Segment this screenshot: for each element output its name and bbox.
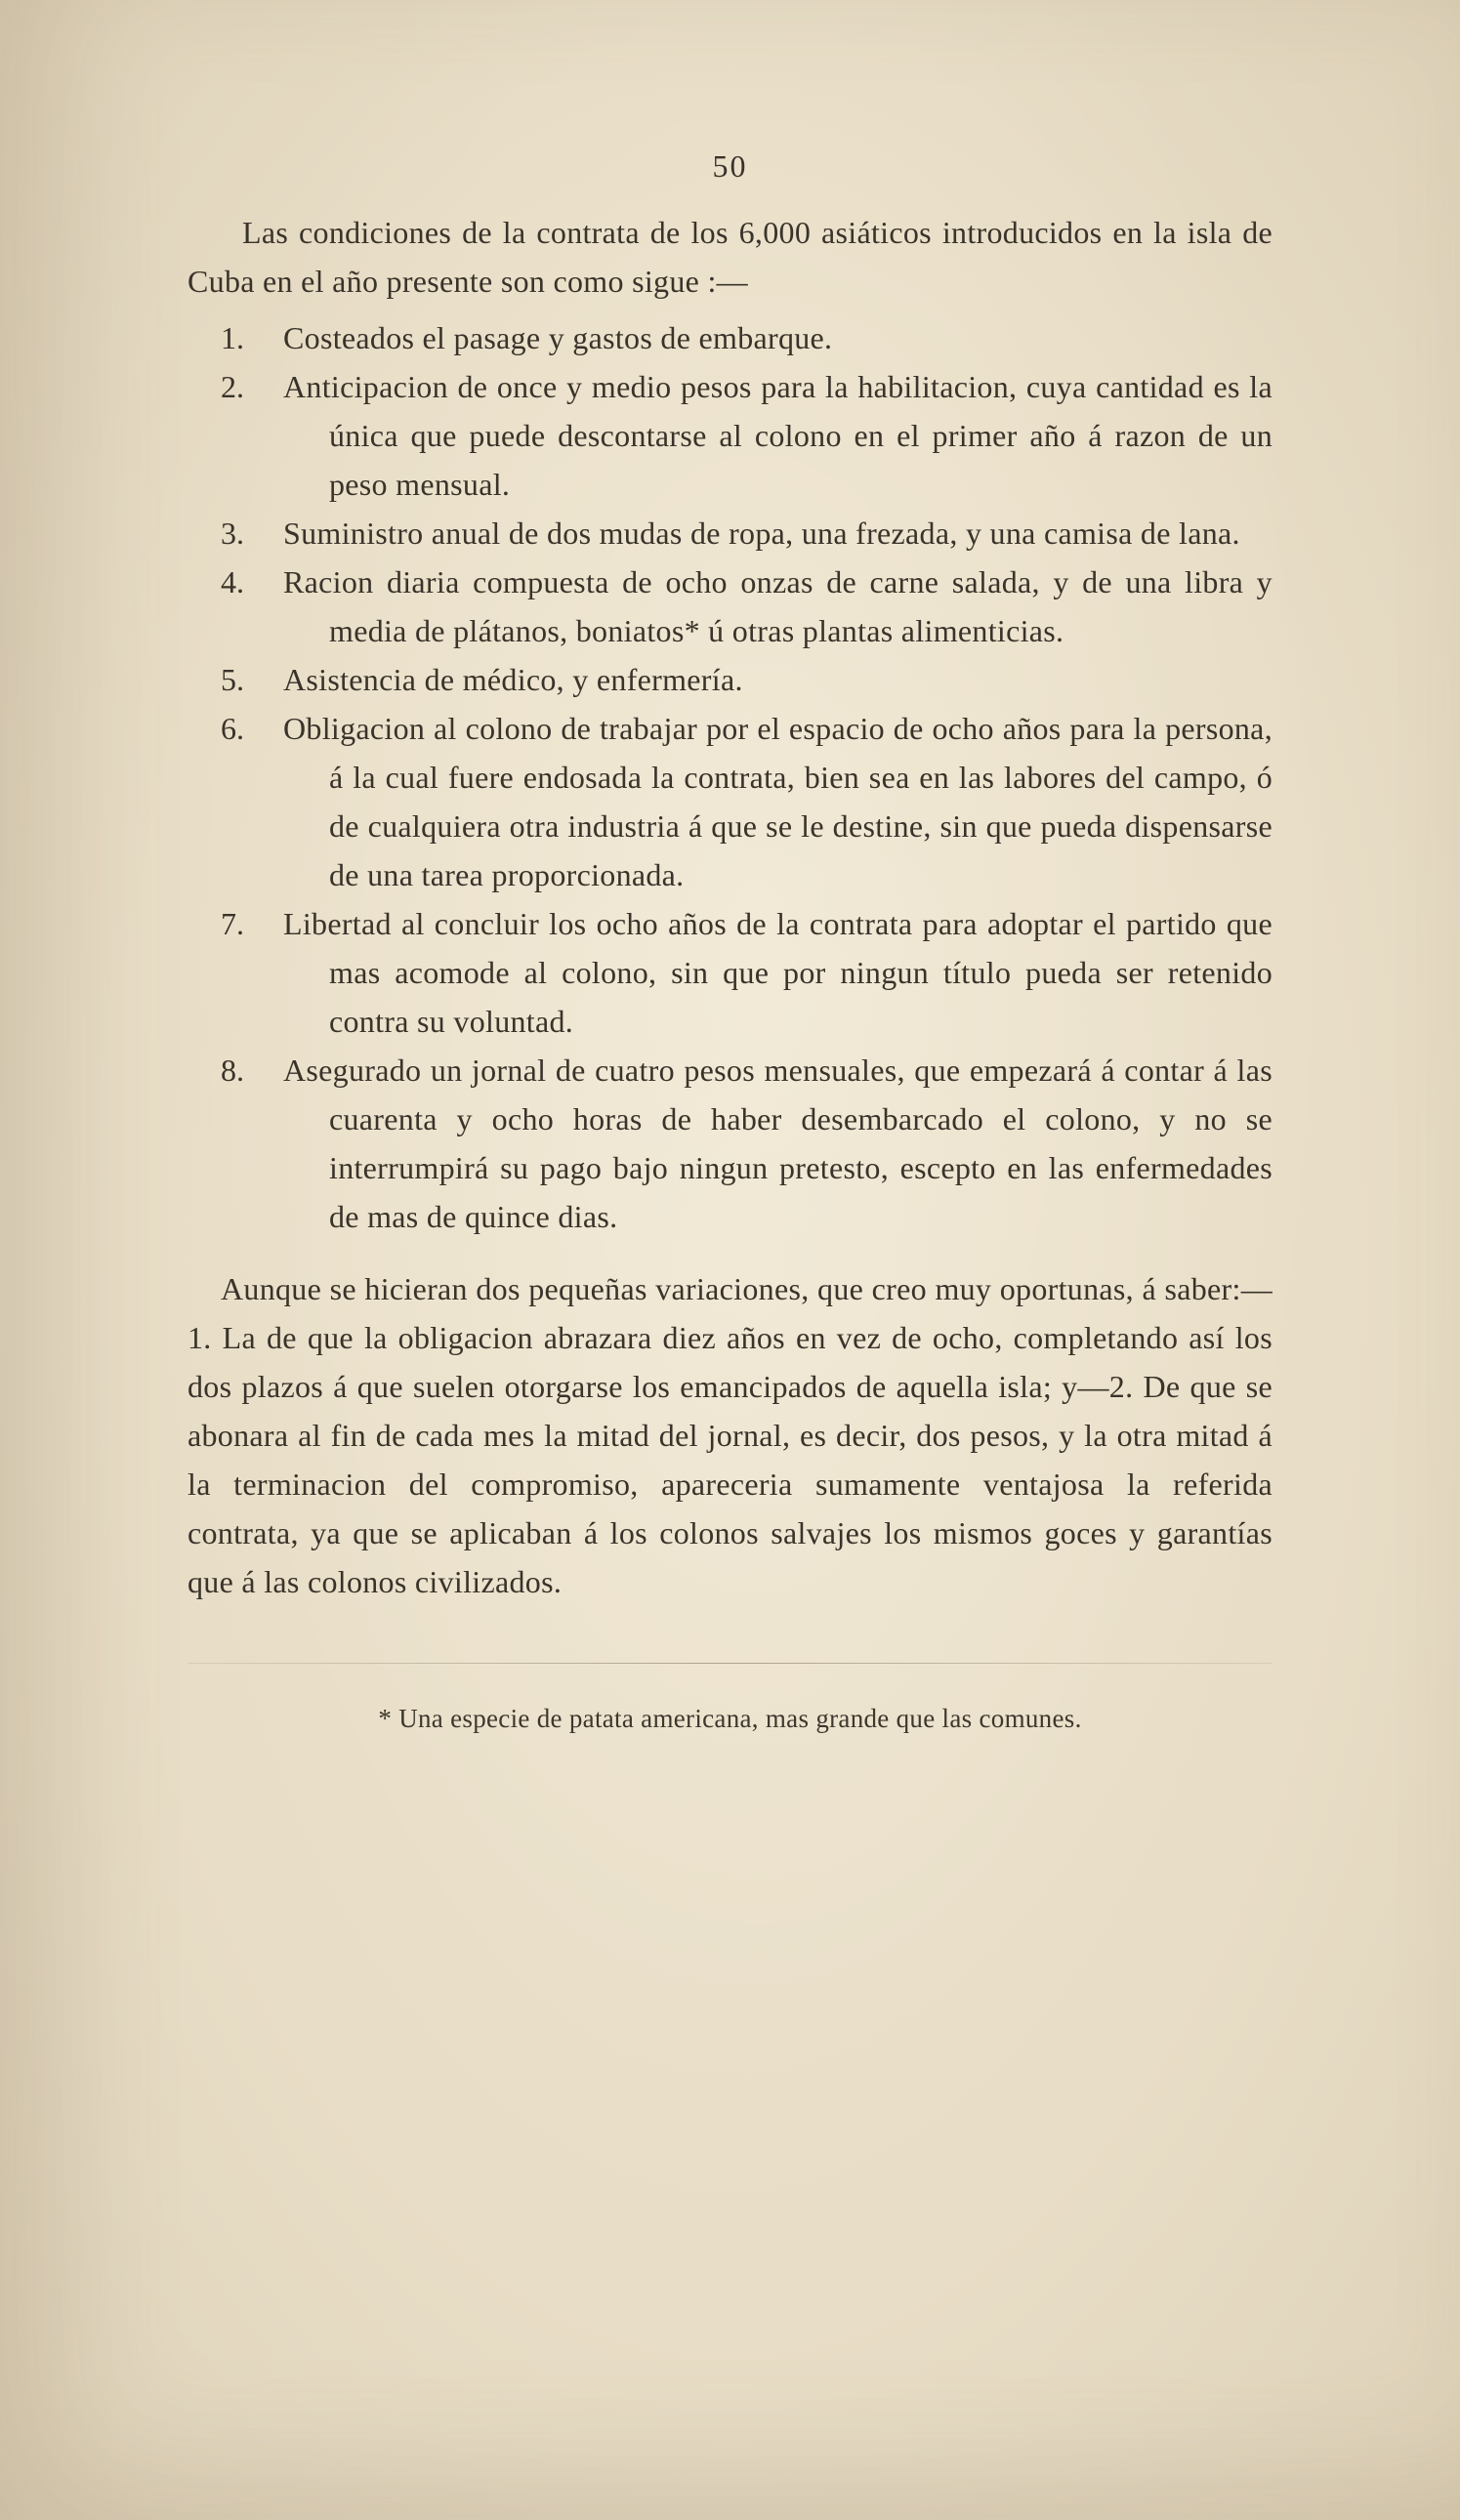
list-item (188, 362, 1272, 509)
footnote: * Una especie de patata americana, mas grande que las comunes. (378, 1704, 1082, 1733)
page-number: 50 (712, 148, 748, 184)
list-item (188, 509, 1272, 558)
list-item-number: 1. (221, 320, 244, 355)
list-item (188, 655, 1272, 704)
conditions-list (188, 313, 1272, 1241)
list-item-text: Anticipacion de once y medio pesos para la habilitacion, cuya cantidad es la única que puede descontarse al colono en el primer año á razon de un peso mensual. (283, 369, 1272, 502)
list-item-text: Obligacion al colono de trabajar por el espacio de ocho años para la persona, á la cual fuere endosada la contrata, bien sea en las labores del campo, ó de cualquiera otra industria á que se le destine, sin que pueda dispensarse de una tarea proporcionada. (283, 711, 1272, 892)
list-item (188, 899, 1272, 1046)
list-item (188, 1046, 1272, 1241)
list-item-text: Costeados el pasage y gastos de embarque. (283, 320, 833, 355)
list-item-number: 3. (221, 516, 244, 551)
list-item-number: 6. (221, 711, 244, 746)
list-item (188, 558, 1272, 655)
list-item-number: 5. (221, 662, 244, 697)
list-item-text: Asistencia de médico, y enfermería. (283, 662, 743, 697)
list-item-text: Suministro anual de dos mudas de ropa, una frezada, y una camisa de lana. (283, 516, 1240, 551)
list-item-number: 2. (221, 369, 244, 404)
list-item-number: 7. (221, 906, 244, 941)
list-item-text: Libertad al concluir los ocho años de la contrata para adoptar el partido que mas acomode al colono, sin que por ningun título pueda ser retenido contra su voluntad. (283, 906, 1272, 1039)
intro-paragraph: Las condiciones de la contrata de los 6,000 asiáticos introducidos en la isla de Cuba en el año presente son como sigue :— (188, 215, 1272, 299)
closing-paragraph: Aunque se hicieran dos pequeñas variaciones, que creo muy oportunas, á saber:—1. La de que la obligacion abrazara diez años en vez de ocho, completando así los dos plazos á que suelen otorgarse los emancipados de aquella isla; y—2. De que se abonara al fin de cada mes la mitad del jornal, es decir, dos pesos, y la otra mitad á la terminacion del compromiso, apareceria sumamente ventajosa la referida contrata, ya que se aplicaban á los colonos salvajes los mismos goces y garantías que á las colonos civilizados. (188, 1271, 1272, 1599)
list-item-number: 4. (221, 564, 244, 599)
list-item-text: Racion diaria compuesta de ocho onzas de carne salada, y de una libra y media de plátanos, boniatos* ú otras plantas alimenticias. (283, 564, 1272, 648)
list-item-number: 8. (221, 1053, 244, 1088)
list-item (188, 313, 1272, 362)
list-item (188, 704, 1272, 899)
footnote-rule (188, 1663, 1272, 1664)
list-item-text: Asegurado un jornal de cuatro pesos mensuales, que empezará á contar á las cuarenta y ocho horas de haber desembarcado el colono, y no se interrumpirá su pago bajo ningun pretesto, escepto en las enfermedades de mas de quince dias. (283, 1053, 1272, 1234)
